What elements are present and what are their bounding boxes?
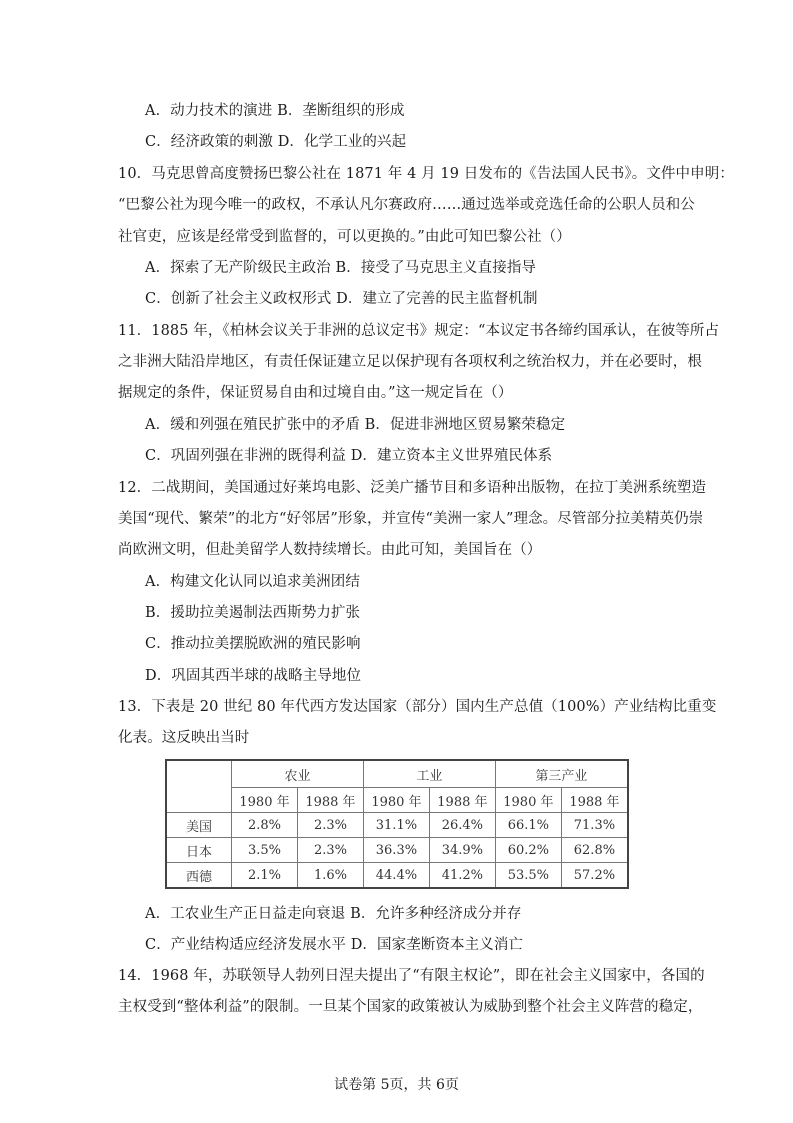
q13-stem-line-1: 13．下表是 20 世纪 80 年代西方发达国家（部分）国内生产总值（100%）产业结构比重变 bbox=[118, 699, 717, 715]
table-cell: 62.8% bbox=[561, 838, 628, 863]
table-year-header: 1988 年 bbox=[297, 788, 363, 813]
q13-stem-line-2: 化表。这反映出当时 bbox=[118, 730, 250, 746]
q9-option-ab: A．动力技术的演进 B．垄断组织的形成 bbox=[145, 103, 405, 119]
table-cell: 31.1% bbox=[363, 813, 429, 838]
table-cell: 26.4% bbox=[429, 813, 495, 838]
q12-stem-line-1: 12．二战期间，美国通过好莱坞电影、泛美广播节目和多语种出版物，在拉丁美洲系统塑造 bbox=[118, 480, 707, 496]
table-cell: 2.1% bbox=[232, 863, 298, 889]
q11-option-ab: A．缓和列强在殖民扩张中的矛盾 B．促进非洲地区贸易繁荣稳定 bbox=[145, 417, 566, 433]
q13-option-ab: A．工农业生产正日益走向衰退 B．允许多种经济成分并存 bbox=[145, 906, 522, 922]
q11-stem-line-3: 据规定的条件，保证贸易自由和过境自由。”这一规定旨在（） bbox=[118, 385, 513, 401]
q12-option-a: A．构建文化认同以追求美洲团结 bbox=[145, 574, 360, 590]
table-row bbox=[166, 813, 628, 838]
q12-option-d: D．巩固其西半球的战略主导地位 bbox=[145, 668, 362, 684]
table-cell: 66.1% bbox=[495, 813, 561, 838]
table-cell: 57.2% bbox=[561, 863, 628, 889]
q10-stem-line-2: “巴黎公社为现今唯一的政权，不承认凡尔赛政府……通过选举或竞选任命的公职人员和公 bbox=[118, 197, 695, 213]
table-cell: 60.2% bbox=[495, 838, 561, 863]
table-year-header: 1988 年 bbox=[561, 788, 628, 813]
industry-structure-table bbox=[165, 759, 629, 889]
table-row-country: 美国 bbox=[166, 813, 232, 838]
table-group-header: 工业 bbox=[363, 760, 495, 788]
q11-option-cd: C．巩固列强在非洲的既得利益 D．建立资本主义世界殖民体系 bbox=[145, 448, 553, 464]
q12-option-b: B．援助拉美遏制法西斯势力扩张 bbox=[145, 605, 361, 621]
table-cell: 1.6% bbox=[297, 863, 363, 889]
q10-stem-line-3: 社官吏，应该是经常受到监督的，可以更换的。”由此可知巴黎公社（） bbox=[118, 229, 571, 245]
table-group-header: 农业 bbox=[232, 760, 364, 788]
q9-option-cd: C．经济政策的刺激 D．化学工业的兴起 bbox=[145, 134, 407, 150]
table-cell: 3.5% bbox=[232, 838, 298, 863]
table-corner-cell bbox=[166, 760, 232, 813]
q13-option-cd: C．产业结构适应经济发展水平 D．国家垄断资本主义消亡 bbox=[145, 937, 524, 953]
q10-option-cd: C．创新了社会主义政权形式 D．建立了完善的民主监督机制 bbox=[145, 291, 538, 307]
q12-stem-line-3: 尚欧洲文明，但赴美留学人数持续增长。由此可知，美国旨在（） bbox=[118, 542, 542, 558]
q12-stem-line-2: 美国“现代、繁荣”的北方“好邻居”形象，并宣传“美洲一家人”理念。尽管部分拉美精英仍崇 bbox=[118, 511, 704, 527]
q11-stem-line-2: 之非洲大陆沿岸地区，有责任保证建立足以保护现有各项权利之统治权力，并在必要时，根 bbox=[118, 354, 702, 370]
table-year-header: 1980 年 bbox=[363, 788, 429, 813]
table-cell: 2.8% bbox=[232, 813, 298, 838]
q11-stem-line-1: 11．1885 年，《柏林会议关于非洲的总议定书》规定：“本议定书各缔约国承认，在彼等所占 bbox=[118, 323, 720, 339]
table-year-header: 1980 年 bbox=[232, 788, 298, 813]
table-year-header: 1980 年 bbox=[495, 788, 561, 813]
table-cell: 34.9% bbox=[429, 838, 495, 863]
page-footer: 试卷第 5页，共 6页 bbox=[334, 1077, 459, 1093]
table-cell: 53.5% bbox=[495, 863, 561, 889]
table-row-country: 西德 bbox=[166, 863, 232, 889]
table-row bbox=[166, 863, 628, 889]
table-group-header: 第三产业 bbox=[495, 760, 628, 788]
table-row bbox=[166, 838, 628, 863]
table-cell: 2.3% bbox=[297, 813, 363, 838]
table-cell: 41.2% bbox=[429, 863, 495, 889]
table-cell: 2.3% bbox=[297, 838, 363, 863]
q10-option-ab: A．探索了无产阶级民主政治 B．接受了马克思主义直接指导 bbox=[145, 260, 537, 276]
table-cell: 44.4% bbox=[363, 863, 429, 889]
table-row-country: 日本 bbox=[166, 838, 232, 863]
table-cell: 71.3% bbox=[561, 813, 628, 838]
q10-stem-line-1: 10．马克思曾高度赞扬巴黎公社在 1871 年 4 月 19 日发布的《告法国人民书》。文件中申明： bbox=[118, 166, 734, 182]
table-cell: 36.3% bbox=[363, 838, 429, 863]
q12-option-c: C．推动拉美摆脱欧洲的殖民影响 bbox=[145, 636, 361, 652]
q14-stem-line-2: 主权受到“整体利益”的限制。一旦某个国家的政策被认为威胁到整个社会主义阵营的稳定， bbox=[118, 999, 703, 1015]
table-year-header: 1988 年 bbox=[429, 788, 495, 813]
q14-stem-line-1: 14．1968 年，苏联领导人勃列日涅夫提出了“有限主权论”，即在社会主义国家中，各国的 bbox=[118, 968, 705, 984]
